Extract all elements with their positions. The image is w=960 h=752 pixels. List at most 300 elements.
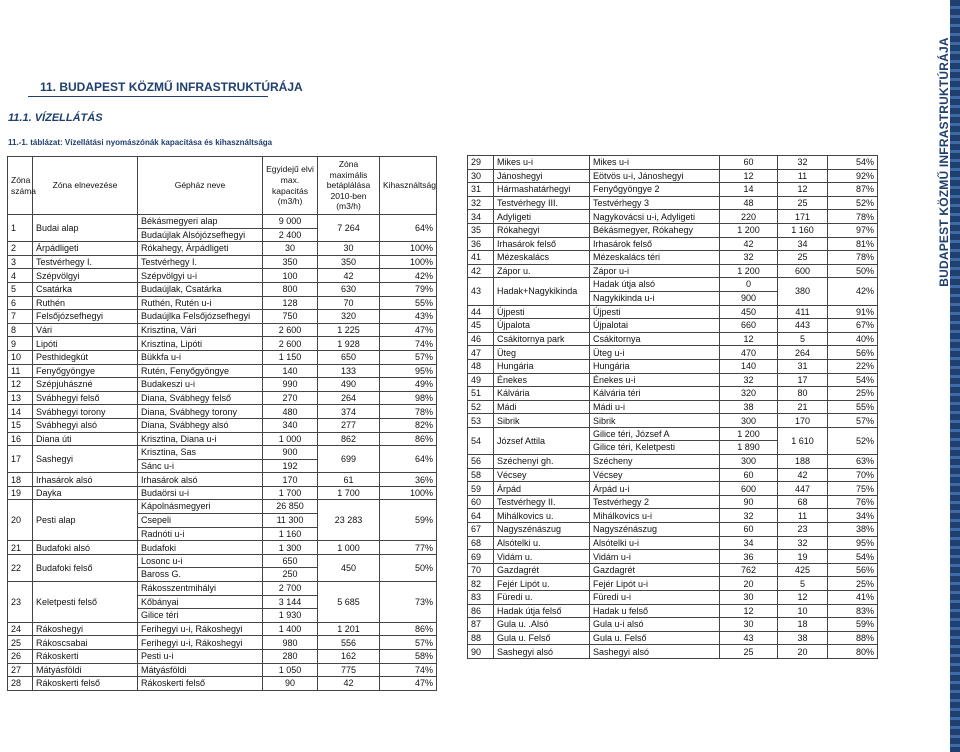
zone-no-cell: 3 [8,255,33,269]
zone-name-cell: Mézeskalács [494,251,590,265]
max-supply-cell: 12 [778,591,828,605]
usage-cell: 57% [828,414,878,428]
zone-no-cell: 69 [468,550,494,564]
table-row [8,282,437,296]
zone-no-cell: 16 [8,432,33,446]
zone-no-cell: 49 [468,373,494,387]
pump-name: Rákosszentmihályi [141,583,217,594]
usage-cell: 67% [828,319,878,333]
capacity-cell: 450 [720,305,778,319]
max-supply-cell: 31 [778,359,828,373]
pump-cell: Újpesti [590,305,720,319]
zone-name-cell: Fejér Lipót u. [494,577,590,591]
capacity-cell: 800 [263,282,318,296]
capacity-value: 250 [263,567,317,581]
max-supply-cell: 490 [318,378,380,392]
table-row [8,364,437,378]
capacity-cell: 32 [720,509,778,523]
pump-cell: Irhasárok alsó [138,473,263,487]
capacity-value: 1 930 [263,608,317,622]
usage-cell: 25% [828,577,878,591]
zone-no-cell: 24 [8,622,33,636]
usage-cell: 80% [828,645,878,659]
pump-cell: Nagykovácsi u-i, Adyligeti [590,210,720,224]
zone-no-cell: 17 [8,446,33,473]
usage-cell: 100% [380,255,437,269]
pump-cell: Gazdagrét [590,563,720,577]
header-zone-no: Zóna száma [8,157,33,215]
max-supply-cell: 188 [778,455,828,469]
capacity-cell: 170 [263,473,318,487]
capacity-cell: 350 [263,255,318,269]
table-row [468,264,878,278]
pump-cell: Rókahegy, Árpádligeti [138,242,263,256]
pump-cell: Gula u-i alsó [590,618,720,632]
capacity-cell [263,446,318,473]
zone-name-cell: Hármashatárhegyi [494,183,590,197]
pump-cell: Irhasárok felső [590,237,720,251]
max-supply-cell: 775 [318,663,380,677]
max-supply-cell: 11 [778,169,828,183]
pump-cell: Ruthén, Rutén u-i [138,296,263,310]
max-supply-cell: 80 [778,387,828,401]
capacity-cell: 2 600 [263,337,318,351]
max-supply-cell: 162 [318,650,380,664]
zone-name-cell: Testvérhegy I. [33,255,138,269]
max-supply-cell: 42 [318,269,380,283]
zone-no-cell: 27 [8,663,33,677]
capacity-value: 9 000 [278,216,302,226]
usage-cell: 82% [380,418,437,432]
usage-cell: 64% [380,215,437,242]
zone-name-cell: Dayka [33,486,138,500]
max-supply-cell: 32 [778,536,828,550]
pump-cell: Fenyőgyöngye 2 [590,183,720,197]
zone-name-cell: Budai alap [33,215,138,242]
zone-no-cell: 46 [468,332,494,346]
pump-name: Sánc u-i [138,459,262,473]
max-supply-cell: 19 [778,550,828,564]
usage-cell: 75% [828,482,878,496]
pump-name: Nagykikinda u-i [590,291,719,305]
pump-cell: Hadak u felső [590,604,720,618]
table-row [468,400,878,414]
heading-sub: 11.1. VÍZELLÁTÁS [8,112,103,124]
pump-cell: Rákoskerti felső [138,677,263,691]
table-row [468,373,878,387]
zone-no-cell: 43 [468,278,494,305]
capacity-value: 3 144 [263,595,317,609]
zone-no-cell: 88 [468,631,494,645]
table-row [8,418,437,432]
zone-no-cell: 42 [468,264,494,278]
capacity-cell: 600 [720,482,778,496]
pump-cell: Testvérhegy 2 [590,495,720,509]
heading-main: 11. BUDAPEST KÖZMŰ INFRASTRUKTÚRÁJA [40,80,303,94]
max-supply-cell: 277 [318,418,380,432]
zone-no-cell: 26 [8,650,33,664]
zone-name-cell: Csákitornya park [494,332,590,346]
pump-cell [138,215,263,242]
table-row [468,631,878,645]
zone-name-cell: Svábhegyi alsó [33,418,138,432]
pump-cell: Budaörsi u-i [138,486,263,500]
pump-cell: Mátyásföldi [138,663,263,677]
capacity-cell: 38 [720,400,778,414]
pump-cell: Budafoki [138,541,263,555]
table-row [8,269,437,283]
usage-cell: 34% [828,509,878,523]
capacity-cell: 20 [720,577,778,591]
capacity-cell: 320 [720,387,778,401]
pump-cell: Krisztina, Diana u-i [138,432,263,446]
capacity-cell: 1 300 [263,541,318,555]
capacity-cell [720,278,778,305]
zone-name-cell: Keletpesti felső [33,582,138,623]
zone-no-cell: 56 [468,455,494,469]
table-row [468,495,878,509]
zone-name-cell: Üteg [494,346,590,360]
usage-cell: 79% [380,282,437,296]
usage-cell: 42% [380,269,437,283]
capacity-cell: 60 [720,523,778,537]
max-supply-cell: 25 [778,251,828,265]
zone-name-cell: Vécsey [494,468,590,482]
table-row [468,509,878,523]
capacity-cell: 1 200 [720,264,778,278]
max-supply-cell: 600 [778,264,828,278]
capacity-cell: 270 [263,391,318,405]
capacity-value: 2 400 [263,228,317,242]
zone-name-cell: Mátyásföldi [33,663,138,677]
pump-cell: Mádi u-i [590,400,720,414]
usage-cell: 50% [828,264,878,278]
pump-cell: Fejér Lipót u-i [590,577,720,591]
table-row [468,210,878,224]
max-supply-cell: 32 [778,156,828,170]
capacity-value: 192 [263,459,317,473]
capacity-cell: 100 [263,269,318,283]
zone-name-cell: Gazdagrét [494,563,590,577]
table-row [8,296,437,310]
zone-name-cell: Fenyőgyöngye [33,364,138,378]
zone-name-cell: Felsőjózsefhegyi [33,310,138,324]
zone-no-cell: 52 [468,400,494,414]
zone-name-cell: Mihálkovics u. [494,509,590,523]
capacity-cell: 340 [263,418,318,432]
pump-cell [138,446,263,473]
table-row [8,636,437,650]
usage-cell: 97% [828,223,878,237]
usage-cell: 87% [828,183,878,197]
max-supply-cell: 1 160 [778,223,828,237]
max-supply-cell: 1 225 [318,323,380,337]
table-row [8,622,437,636]
table-row [8,255,437,269]
zone-name-cell: Ruthén [33,296,138,310]
pump-cell: Békásmegyer, Rókahegy [590,223,720,237]
pump-cell [590,427,720,454]
zone-name-cell: Szépjuhászné [33,378,138,392]
pump-cell: Mikes u-i [590,156,720,170]
max-supply-cell: 556 [318,636,380,650]
table-row [8,500,437,541]
usage-cell: 74% [380,337,437,351]
zone-no-cell: 82 [468,577,494,591]
zone-no-cell: 47 [468,346,494,360]
capacity-cell: 1 400 [263,622,318,636]
capacity-cell: 470 [720,346,778,360]
table-row [8,473,437,487]
pump-cell: Pesti u-i [138,650,263,664]
usage-cell: 40% [828,332,878,346]
zone-no-cell: 21 [8,541,33,555]
table-row [8,378,437,392]
pump-cell: Újpalotai [590,319,720,333]
capacity-cell: 762 [720,563,778,577]
zone-no-cell: 10 [8,350,33,364]
zone-no-cell: 45 [468,319,494,333]
max-supply-cell: 264 [318,391,380,405]
capacity-cell: 60 [720,468,778,482]
capacity-cell: 43 [720,631,778,645]
usage-cell: 38% [828,523,878,537]
table-row [8,350,437,364]
max-supply-cell: 20 [778,645,828,659]
zone-name-cell: Svábhegyi torony [33,405,138,419]
zone-no-cell: 14 [8,405,33,419]
zone-name-cell: Csatárka [33,282,138,296]
zone-name-cell: József Attila [494,427,590,454]
zone-name-cell: Zápor u. [494,264,590,278]
capacity-value: 2 700 [278,583,302,594]
table-row [468,305,878,319]
usage-cell: 56% [828,563,878,577]
pump-cell: Vécsey [590,468,720,482]
usage-cell: 88% [828,631,878,645]
max-supply-cell: 17 [778,373,828,387]
pump-cell: Hungária [590,359,720,373]
header-max-supply: Zóna maximális betáplálása 2010-ben (m3/h) [318,157,380,215]
usage-cell: 100% [380,242,437,256]
usage-cell: 76% [828,495,878,509]
zone-name-cell: Pesthidegkút [33,350,138,364]
zone-no-cell: 34 [468,210,494,224]
max-supply-cell: 30 [318,242,380,256]
zone-no-cell: 2 [8,242,33,256]
table-row [468,604,878,618]
capacity-cell: 34 [720,536,778,550]
zone-no-cell: 90 [468,645,494,659]
pump-cell: Ferihegyi u-i, Rákoshegyi [138,622,263,636]
zone-name-cell: Újpalota [494,319,590,333]
table-row [468,319,878,333]
max-supply-cell: 450 [318,554,380,581]
zone-name-cell: Diana úti [33,432,138,446]
table-row [8,486,437,500]
header-capacity: Egyidejű elvi max. kapacitás (m3/h) [263,157,318,215]
table-row [468,427,878,454]
capacity-cell: 36 [720,550,778,564]
right-table-body [468,156,878,659]
zone-no-cell: 25 [8,636,33,650]
table-row [468,183,878,197]
max-supply-cell: 411 [778,305,828,319]
capacity-value: 11 300 [263,513,317,527]
capacity-value: 0 [745,279,751,290]
pump-cell: Diana, Svábhegy torony [138,405,263,419]
usage-cell: 22% [828,359,878,373]
max-supply-cell: 650 [318,350,380,364]
pump-cell: Budakeszi u-i [138,378,263,392]
max-supply-cell: 23 [778,523,828,537]
usage-cell: 54% [828,373,878,387]
pump-cell: Sashegyi alsó [590,645,720,659]
table-row [468,577,878,591]
capacity-cell [263,215,318,242]
zone-no-cell: 13 [8,391,33,405]
pump-name: Gilice téri, Keletpesti [590,440,719,454]
pump-name: Radnóti u-i [138,527,262,541]
zone-no-cell: 59 [468,482,494,496]
zone-no-cell: 87 [468,618,494,632]
capacity-cell: 30 [720,618,778,632]
zone-name-cell: Gula u. Felső [494,631,590,645]
table-row [468,591,878,605]
usage-cell: 55% [380,296,437,310]
usage-cell: 78% [828,210,878,224]
capacity-cell: 140 [263,364,318,378]
usage-cell: 47% [380,677,437,691]
table-row [8,554,437,581]
zone-no-cell: 70 [468,563,494,577]
max-supply-cell: 23 283 [318,500,380,541]
usage-cell: 47% [380,323,437,337]
table-row [8,391,437,405]
usage-cell: 86% [380,432,437,446]
usage-cell: 56% [828,346,878,360]
capacity-cell: 12 [720,169,778,183]
table-row [8,446,437,473]
max-supply-cell: 11 [778,509,828,523]
capacity-cell: 140 [720,359,778,373]
zone-no-cell: 23 [8,582,33,623]
zone-name-cell: Rákoscsabai [33,636,138,650]
pump-cell: Diana, Svábhegy alsó [138,418,263,432]
capacity-cell: 660 [720,319,778,333]
side-bar-stripe [950,0,960,752]
capacity-cell: 14 [720,183,778,197]
capacity-cell: 1 050 [263,663,318,677]
zone-no-cell: 1 [8,215,33,242]
table-row [468,156,878,170]
max-supply-cell: 1 201 [318,622,380,636]
pump-cell: Rutén, Fenyőgyöngye [138,364,263,378]
capacity-value: 650 [282,555,298,566]
pump-name: Csepeli [138,513,262,527]
zone-name-cell: Budafoki felső [33,554,138,581]
zone-name-cell: Jánoshegyi [494,169,590,183]
pump-name: Kőbányai [138,595,262,609]
pump-cell: Zápor u-i [590,264,720,278]
pump-cell [138,582,263,623]
capacity-cell: 280 [263,650,318,664]
capacity-cell: 30 [720,591,778,605]
zone-no-cell: 11 [8,364,33,378]
usage-cell: 58% [380,650,437,664]
usage-cell: 25% [828,387,878,401]
capacity-cell: 90 [263,677,318,691]
zone-no-cell: 68 [468,536,494,550]
zone-no-cell: 9 [8,337,33,351]
usage-cell: 55% [828,400,878,414]
capacity-cell: 32 [720,251,778,265]
max-supply-cell: 374 [318,405,380,419]
left-table-body [8,215,437,691]
table-row [468,563,878,577]
table-row [8,337,437,351]
capacity-value: 1 200 [737,428,760,439]
table-row [8,310,437,324]
usage-cell: 36% [380,473,437,487]
capacity-value: 900 [282,447,298,458]
pump-name: Kápolnásmegyeri [141,501,211,512]
zone-no-cell: 30 [468,169,494,183]
pump-cell: Bükkfa u-i [138,350,263,364]
table-row [468,468,878,482]
capacity-cell: 220 [720,210,778,224]
zone-no-cell: 5 [8,282,33,296]
usage-cell: 54% [828,550,878,564]
capacity-cell: 128 [263,296,318,310]
zone-no-cell: 48 [468,359,494,373]
max-supply-cell: 12 [778,183,828,197]
max-supply-cell: 5 [778,577,828,591]
zone-no-cell: 53 [468,414,494,428]
zone-name-cell: Szépvölgyi [33,269,138,283]
table-row [468,414,878,428]
table-row [468,359,878,373]
max-supply-cell: 1 610 [778,427,828,454]
zone-no-cell: 58 [468,468,494,482]
zone-no-cell: 54 [468,427,494,454]
table-row [468,536,878,550]
max-supply-cell: 10 [778,604,828,618]
capacity-cell: 60 [720,156,778,170]
max-supply-cell: 425 [778,563,828,577]
zone-name-cell: Sibrik [494,414,590,428]
capacity-cell: 1 200 [720,223,778,237]
max-supply-cell: 350 [318,255,380,269]
max-supply-cell: 5 [778,332,828,346]
zone-name-cell: Árpád [494,482,590,496]
zone-name-cell: Testvérhegy III. [494,196,590,210]
header-usage: Kihasználtság [380,157,437,215]
table-row [8,650,437,664]
zone-name-cell: Kálvária [494,387,590,401]
zone-no-cell: 22 [8,554,33,581]
max-supply-cell: 1 700 [318,486,380,500]
max-supply-cell: 68 [778,495,828,509]
pump-cell: Alsótelki u-i [590,536,720,550]
max-supply-cell: 264 [778,346,828,360]
max-supply-cell: 447 [778,482,828,496]
capacity-table-right [467,155,878,659]
zone-name-cell: Hungária [494,359,590,373]
max-supply-cell: 5 685 [318,582,380,623]
table-row [8,677,437,691]
zone-name-cell: Budafoki alsó [33,541,138,555]
